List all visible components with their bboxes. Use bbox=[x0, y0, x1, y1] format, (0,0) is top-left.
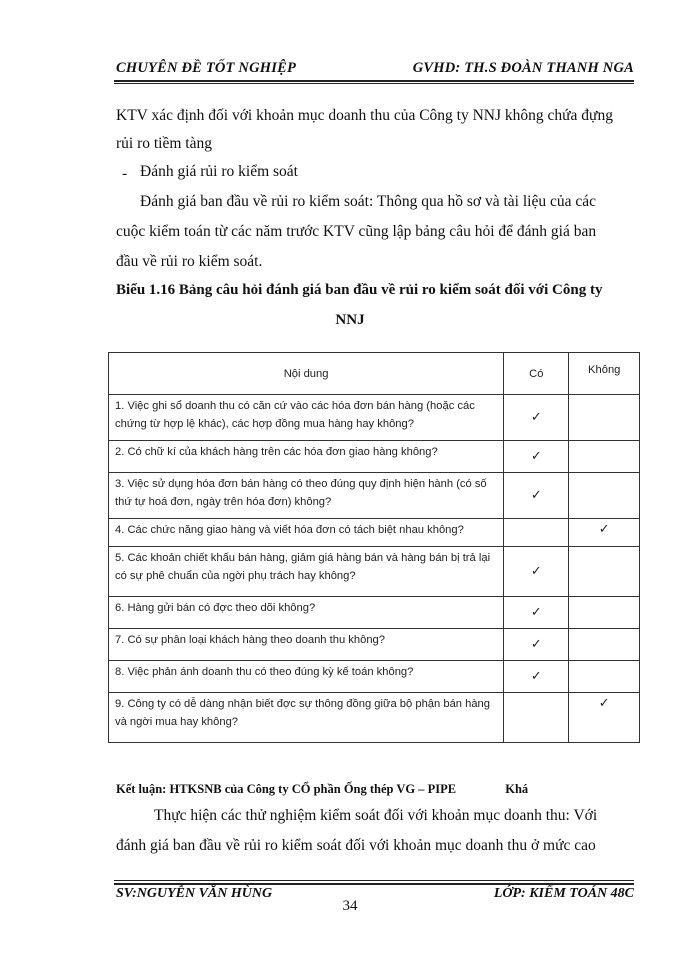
no-cell bbox=[569, 395, 640, 441]
page-number: 34 bbox=[342, 898, 358, 914]
table-row bbox=[109, 693, 640, 743]
no-check-icon: ✓ bbox=[569, 519, 640, 547]
table-header-row bbox=[109, 353, 640, 395]
row-question: 7. Có sự phân loại khách hàng theo doanh thu không? bbox=[109, 629, 504, 661]
no-cell bbox=[569, 597, 640, 629]
yes-check-icon: ✓ bbox=[504, 629, 569, 661]
bullet-mark: - bbox=[122, 165, 128, 182]
yes-check-icon: ✓ bbox=[504, 547, 569, 597]
table-row bbox=[109, 519, 640, 547]
yes-cell bbox=[504, 693, 569, 743]
header-divider bbox=[114, 80, 634, 82]
table-row bbox=[109, 473, 640, 519]
yes-check-icon: ✓ bbox=[504, 597, 569, 629]
table-row bbox=[109, 395, 640, 441]
row-question: 1. Việc ghi sổ doanh thu có căn cứ vào các hóa đơn bán hàng (hoặc các chứng từ hợp lệ khác), các hợp đồng mua hàng hay không? bbox=[109, 395, 504, 441]
no-check-icon: ✓ bbox=[569, 693, 640, 743]
bullet-heading: Đánh giá rủi ro kiểm soát bbox=[140, 163, 298, 180]
row-question: 5. Các khoản chiết khấu bán hàng, giảm giá hàng bán và hàng bán bị trả lại có sự phê chuẩn của ngời phụ trách hay không? bbox=[109, 547, 504, 597]
table-row bbox=[109, 441, 640, 473]
closing-line-1: Thực hiện các thử nghiệm kiểm soát đối với khoản mục doanh thu: Với bbox=[154, 807, 598, 824]
yes-check-icon: ✓ bbox=[504, 661, 569, 693]
conclusion-value: Khá bbox=[505, 782, 529, 796]
footer-divider bbox=[114, 883, 634, 885]
yes-check-icon: ✓ bbox=[504, 473, 569, 519]
table-title-line-1: Biểu 1.16 Bảng câu hỏi đánh giá ban đầu về rủi ro kiểm soát đối với Công ty bbox=[116, 282, 603, 298]
header-yes: Có bbox=[504, 353, 569, 395]
yes-check-icon: ✓ bbox=[504, 441, 569, 473]
intro-line-2: rủi ro tiềm tàng bbox=[116, 135, 212, 152]
no-cell bbox=[569, 441, 640, 473]
footer-right: LỚP: KIỂM TOÁN 48C bbox=[493, 886, 634, 901]
paragraph-line-2: cuộc kiểm toán từ các năm trước KTV cũng lập bảng câu hỏi để đánh giá ban bbox=[116, 223, 597, 240]
row-question: 2. Có chữ kí của khách hàng trên các hóa đơn giao hàng không? bbox=[109, 441, 504, 473]
paragraph-line-1: Đánh giá ban đầu về rủi ro kiểm soát: Thông qua hồ sơ và tài liệu của các bbox=[140, 193, 596, 210]
table-title-line-2: NNJ bbox=[335, 312, 365, 328]
table-row bbox=[109, 661, 640, 693]
conclusion-label: Kết luận: HTKSNB của Công ty CỔ phần Ống thép VG – PIPE bbox=[116, 782, 457, 796]
table-row bbox=[109, 547, 640, 597]
row-question: 4. Các chức năng giao hàng và viết hóa đơn có tách biệt nhau không? bbox=[109, 519, 504, 547]
no-cell bbox=[569, 473, 640, 519]
row-question: 9. Công ty có dễ dàng nhận biết đợc sự thông đồng giữa bộ phận bán hàng và ngời mua hay không? bbox=[109, 693, 504, 743]
header-divider-thin bbox=[114, 83, 634, 84]
row-question: 6. Hàng gửi bán có đợc theo dõi không? bbox=[109, 597, 504, 629]
yes-cell bbox=[504, 519, 569, 547]
no-cell bbox=[569, 661, 640, 693]
paragraph-line-3: đầu về rủi ro kiểm soát. bbox=[116, 253, 263, 270]
header-left: CHUYÊN ĐỀ TỐT NGHIỆP bbox=[116, 60, 297, 76]
intro-line-1: KTV xác định đối với khoản mục doanh thu của Công ty NNJ không chứa đựng bbox=[116, 107, 613, 124]
table-row bbox=[109, 597, 640, 629]
row-question: 3. Việc sử dụng hóa đơn bán hàng có theo đúng quy định hiện hành (có số thứ tự hoá đơn, ngày trên hóa đơn) không? bbox=[109, 473, 504, 519]
footer-divider-thin bbox=[114, 880, 634, 881]
no-cell bbox=[569, 629, 640, 661]
questionnaire-table bbox=[108, 352, 640, 743]
header-no: Không bbox=[569, 353, 640, 395]
header-content: Nội dung bbox=[109, 353, 504, 395]
conclusion bbox=[116, 782, 528, 797]
no-cell bbox=[569, 547, 640, 597]
closing-line-2: đánh giá ban đầu về rủi ro kiểm soát đối với khoản mục doanh thu ở mức cao bbox=[116, 837, 596, 854]
table-row bbox=[109, 629, 640, 661]
row-question: 8. Việc phản ánh doanh thu có theo đúng kỳ kế toán không? bbox=[109, 661, 504, 693]
header-right: GVHD: TH.S ĐOÀN THANH NGA bbox=[412, 60, 634, 76]
yes-check-icon: ✓ bbox=[504, 395, 569, 441]
footer-left: SV:NGUYỄN VĂN HÙNG bbox=[116, 886, 273, 901]
